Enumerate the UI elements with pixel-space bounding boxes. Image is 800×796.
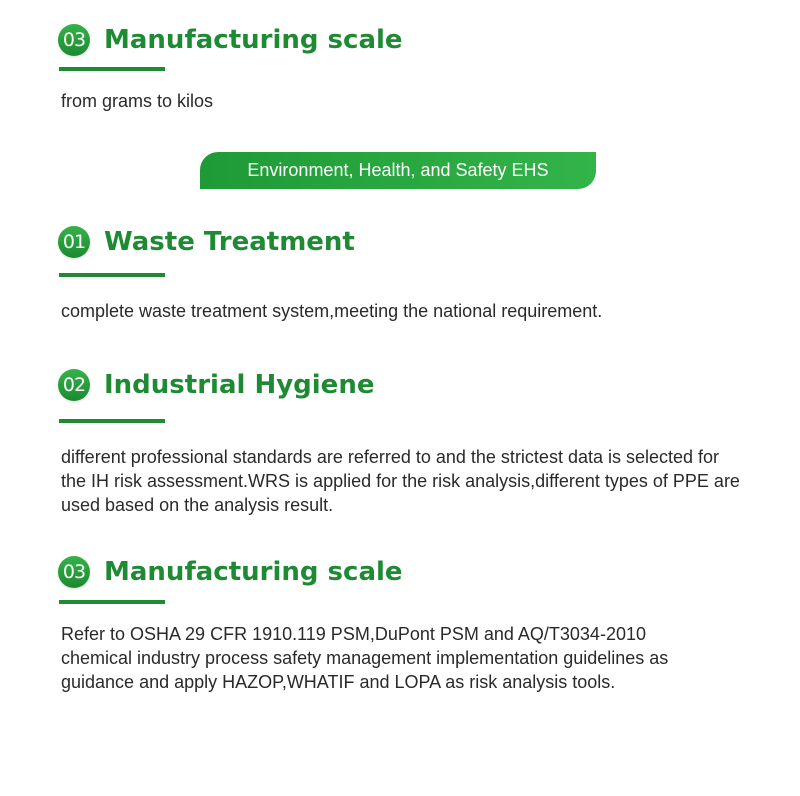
ehs-banner: Environment, Health, and Safety EHS bbox=[200, 152, 596, 189]
section-heading bbox=[58, 226, 355, 258]
section-number-badge: 03 bbox=[58, 24, 90, 56]
section-underline bbox=[59, 67, 165, 71]
section-number-badge: 02 bbox=[58, 369, 90, 401]
section-number-badge: 01 bbox=[58, 226, 90, 258]
section-underline bbox=[59, 273, 165, 277]
section-underline bbox=[59, 419, 165, 423]
section-text: different professional standards are referred to and the strictest data is selected for the IH risk assessment.WRS is applied for the risk analysis,different types of PPE are used based on the analysis result. bbox=[61, 447, 740, 515]
section-heading bbox=[58, 24, 403, 56]
section-underline bbox=[59, 600, 165, 604]
section-heading bbox=[58, 556, 403, 588]
section-title: Manufacturing scale bbox=[104, 25, 403, 55]
section-heading bbox=[58, 369, 374, 401]
section-title: Waste Treatment bbox=[104, 227, 355, 257]
section-title: Industrial Hygiene bbox=[104, 370, 375, 400]
section-manufacturing-scale-top bbox=[0, 0, 800, 140]
section-number-badge: 03 bbox=[58, 556, 90, 588]
section-text: Refer to OSHA 29 CFR 1910.119 PSM,DuPont PSM and AQ/T3034-2010 chemical industry process safety management implementation guidelines as guidance and apply HAZOP,WHATIF and LOPA as risk analysis tools. bbox=[61, 624, 669, 692]
section-title: Manufacturing scale bbox=[104, 557, 403, 587]
section-text: from grams to kilos bbox=[61, 91, 214, 111]
section-text: complete waste treatment system,meeting the national requirement. bbox=[61, 301, 603, 321]
